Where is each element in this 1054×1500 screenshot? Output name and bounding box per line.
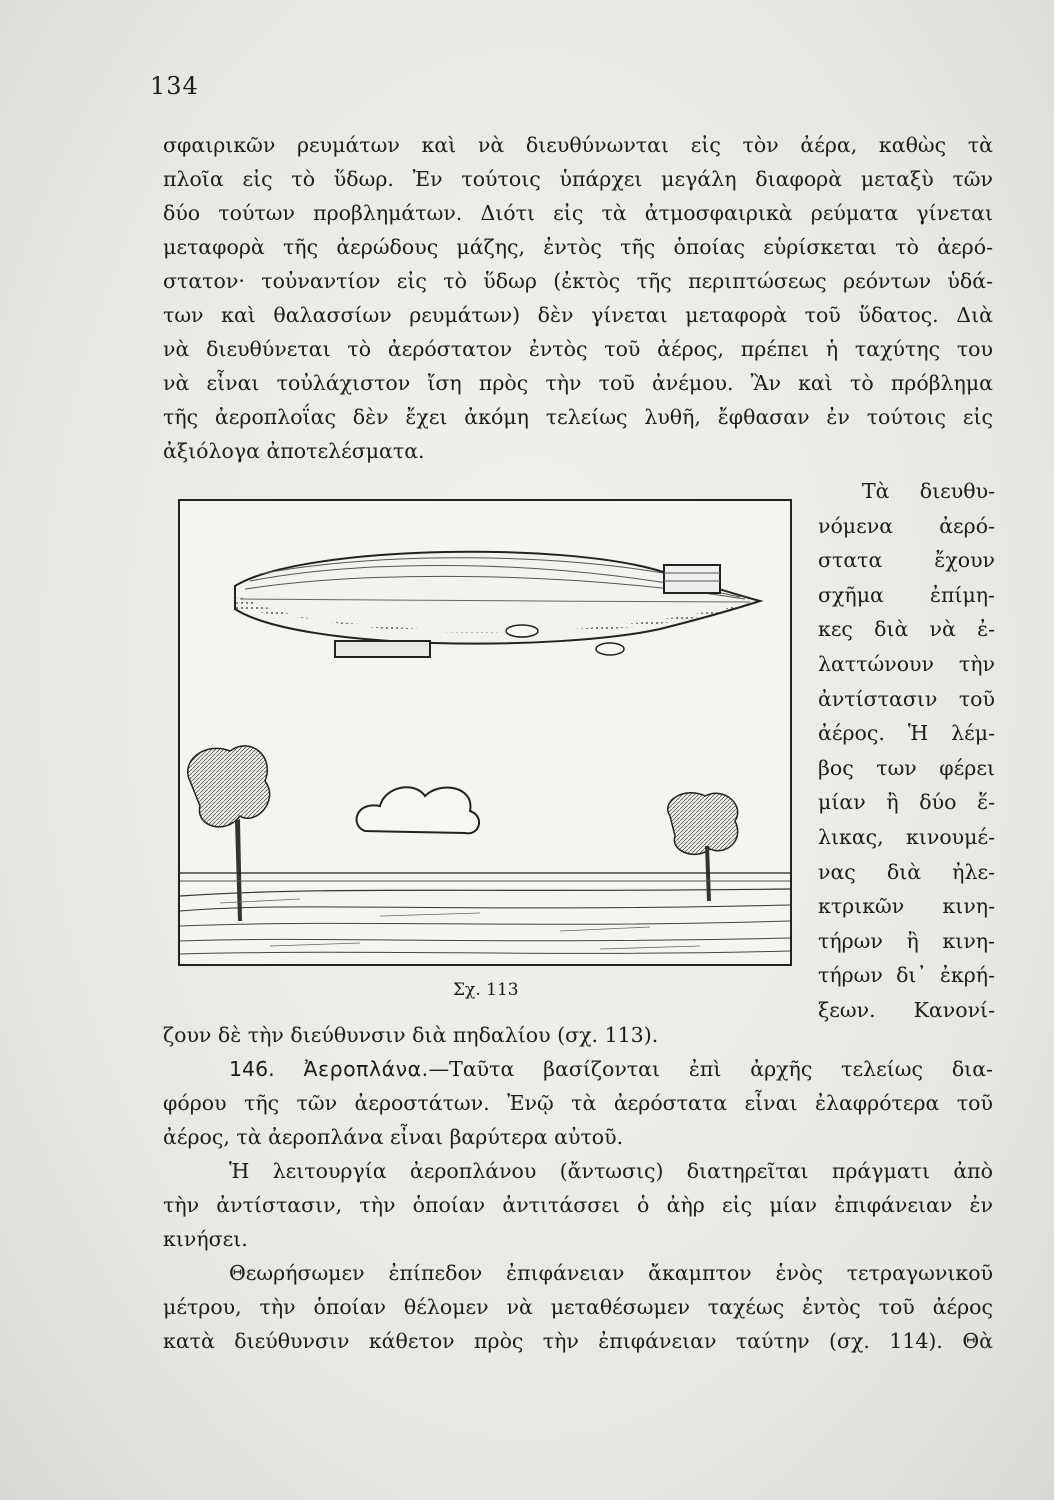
text-line: ἀξιόλογα ἀποτελέσματα. (163, 439, 425, 463)
text-line: μεταφορὰ τῆς ἀερώδους μάζης, ἐντὸς τῆς ὁποίας εὑρίσκεται τὸ ἀερό- (163, 235, 993, 259)
text-line: σφαιρικῶν ρευμάτων καὶ νὰ διευθύνωνται εἰς τὸν ἀέρα, καθὼς τὰ (163, 133, 993, 157)
text-line: τήρων ἢ κινη- (818, 928, 995, 953)
text-line: Ἡ λειτουργία ἀεροπλάνου (ἄντωσις) διατηρεῖται πράγματι ἀπὸ (229, 1159, 993, 1183)
text-line: πλοῖα εἰς τὸ ὕδωρ. Ἐν τούτοις ὑπάρχει μεγάλη διαφορὰ μεταξὺ τῶν (163, 167, 993, 191)
text-line: νὰ διευθύνεται τὸ ἀερόστατον ἐντὸς τοῦ ἀέρος, πρέπει ἡ ταχύτης του (163, 337, 993, 361)
text-line: κες διὰ νὰ ἐ- (818, 617, 995, 642)
landscape (180, 873, 790, 954)
figure-caption: Σχ. 113 (453, 980, 519, 1000)
text-line: σχῆμα ἐπίμη- (818, 582, 995, 607)
bottom-text (163, 1018, 993, 1358)
airship-illustration (180, 501, 790, 964)
section-number: 146. (229, 1057, 275, 1081)
text-line: στατα ἔχουν (818, 548, 995, 573)
text-line: φόρου τῆς τῶν ἀεροστάτων. Ἐνῷ τὰ ἀερόστατα εἶναι ἐλαφρότερα τοῦ (163, 1091, 993, 1115)
text-line: τῆς ἀεροπλοΐας δὲν ἔχει ἀκόμη τελείως λυθῆ, ἔφθασαν ἐν τούτοις εἰς (163, 405, 993, 429)
text-line: λικας, κινουμέ- (818, 824, 995, 849)
text-line: ἀέρος, τὰ ἀεροπλάνα εἶναι βαρύτερα αὐτοῦ. (163, 1125, 624, 1149)
text-line: ἀέρος. Ἡ λέμ- (818, 721, 995, 746)
text-fragment: —Ταῦτα βασίζονται ἐπὶ ἀρχῆς τελείως δια- (428, 1057, 993, 1081)
text-line: μέτρου, τὴν ὁποίαν θέλομεν νὰ μεταθέσωμεν ταχέως ἐντὸς τοῦ ἀέρος (163, 1295, 993, 1319)
text-line: νας διὰ ἠλε- (818, 859, 995, 884)
text-line: λαττώνουν τὴν (818, 651, 995, 676)
cloud-icon (357, 787, 479, 833)
airship-figure (178, 499, 792, 966)
text-line: βος των φέρει (818, 755, 995, 780)
text-line: νὰ εἶναι τοὐλάχιστον ἴση πρὸς τὴν τοῦ ἀνέμου. Ἂν καὶ τὸ πρόβλημα (163, 371, 993, 395)
text-line: τὴν ἀντίστασιν, τὴν ὁποίαν ἀντιτάσσει ὁ ἀὴρ εἰς μίαν ἐπιφάνειαν ἐν (163, 1193, 993, 1217)
text-line: των καὶ θαλασσίων ρευμάτων) δὲν γίνεται μεταφορὰ τοῦ ὕδατος. Διὰ (163, 303, 993, 327)
tree-icon (668, 793, 738, 901)
text-line: Τὰ διευθυ- (862, 479, 995, 503)
text-line: κινήσει. (163, 1227, 248, 1251)
airship-icon (235, 552, 760, 657)
text-line: ζουν δὲ τὴν διεύθυνσιν διὰ πηδαλίου (σχ. 113). (163, 1023, 659, 1047)
text-line: ξεων. Κανονί- (818, 997, 995, 1022)
top-paragraph (163, 128, 993, 468)
text-line: ἀντίστασιν τοῦ (818, 686, 995, 711)
side-column-text (818, 474, 995, 1028)
text-line: κτρικῶν κινη- (818, 894, 995, 919)
section-title: Ἀεροπλάνα. (303, 1057, 429, 1081)
page-number: 134 (150, 72, 199, 100)
text-line: Θεωρήσωμεν ἐπίπεδον ἐπιφάνειαν ἄκαμπτον ἑνὸς τετραγωνικοῦ (229, 1261, 993, 1285)
text-line: κατὰ διεύθυνσιν κάθετον πρὸς τὴν ἐπιφάνειαν ταύτην (σχ. 114). Θὰ (163, 1329, 993, 1353)
text-line: στατον· τοὐναντίον εἰς τὸ ὕδωρ (ἐκτὸς τῆς περιπτώσεως ρεόντων ὑδά- (163, 269, 993, 293)
text-line: νόμενα ἀερό- (818, 513, 995, 538)
text-line: τήρων δι᾿ ἐκρή- (818, 963, 995, 988)
text-line: δύο τούτων προβλημάτων. Διότι εἰς τὰ ἀτμοσφαιρικὰ ρεύματα γίνεται (163, 201, 993, 225)
section-heading-line (163, 1052, 993, 1086)
text-line: μίαν ἢ δύο ἕ- (818, 790, 995, 815)
